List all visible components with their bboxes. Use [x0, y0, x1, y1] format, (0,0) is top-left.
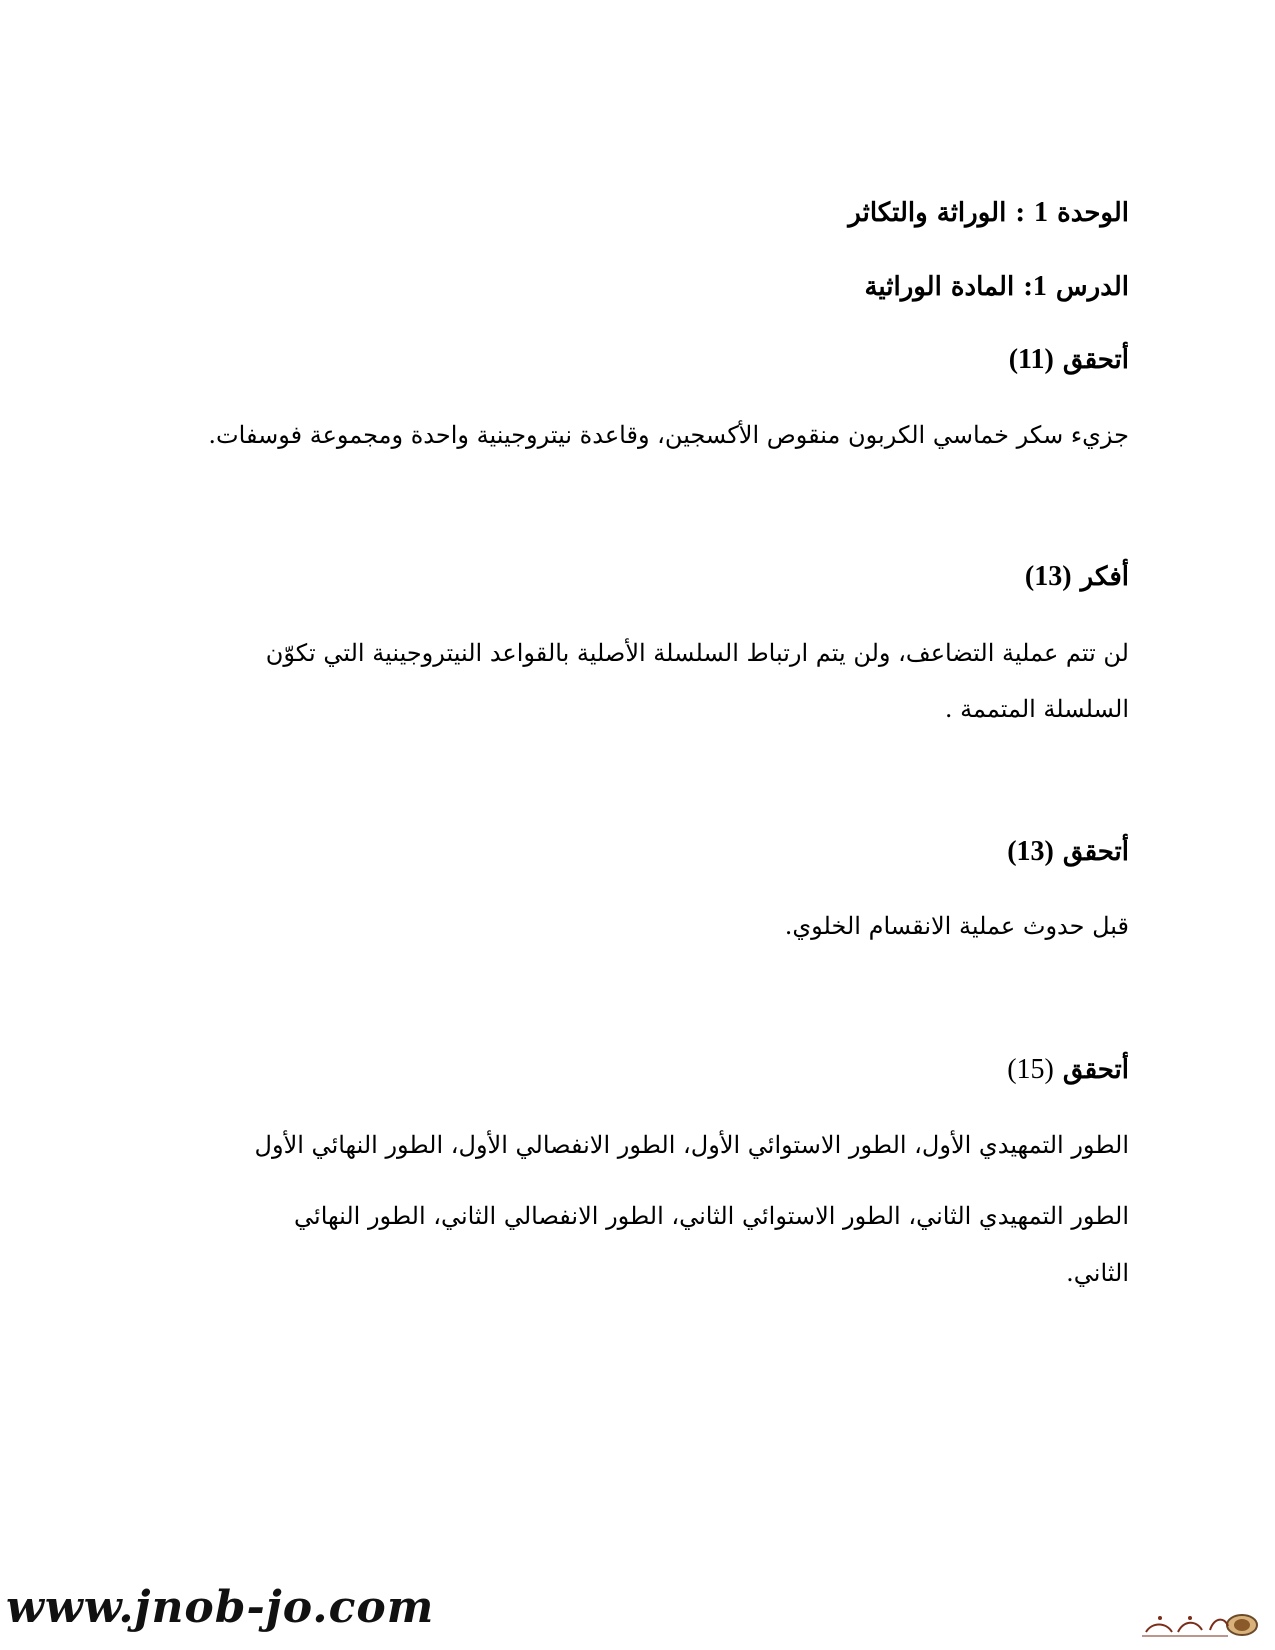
unit-title: : الوراثة والتكاثر — [848, 198, 1025, 228]
footer-website-link[interactable]: www.jnob-jo.com — [6, 1582, 435, 1633]
section-heading-number: (11) — [1008, 344, 1054, 375]
section-heading-number: (15) — [1007, 1054, 1054, 1085]
section-heading — [1009, 343, 1129, 377]
unit-number: 1 — [1034, 197, 1049, 228]
section-answer-line: جزيء سكر خماسي الكربون منقوص الأكسجين، وقاعدة نيتروجينية واحدة ومجموعة فوسفات. — [208, 421, 1129, 449]
saqr-aljanoub-logo-icon — [1138, 1608, 1260, 1640]
unit-label: الوحدة — [1057, 198, 1129, 228]
section-answer-line: قبل حدوث عملية الانقسام الخلوي. — [784, 912, 1129, 940]
section-answer-line: الطور التمهيدي الثاني، الطور الاستوائي الثاني، الطور الانفصالي الثاني، الطور النهائي — [294, 1202, 1129, 1230]
section-answer-line: الطور التمهيدي الأول، الطور الاستوائي الأول، الطور الانفصالي الأول، الطور النهائي الأول — [254, 1131, 1129, 1159]
section-heading-label: أتحقق — [1062, 345, 1129, 375]
section-heading — [1025, 560, 1129, 594]
section-heading-number: (13) — [1024, 561, 1072, 592]
section-answer-line: السلسلة المتممة . — [944, 695, 1129, 723]
section-heading-label: أفكر — [1080, 562, 1129, 592]
section-heading-number: (13) — [1007, 836, 1054, 867]
section-heading-label: أتحقق — [1062, 837, 1129, 867]
section-answer-line: الثاني. — [1066, 1259, 1129, 1287]
lesson-label: الدرس — [1055, 272, 1129, 302]
section-heading — [1007, 1053, 1129, 1087]
section-answer-line: لن تتم عملية التضاعف، ولن يتم ارتباط السلسلة الأصلية بالقواعد النيتروجينية التي تكوّن — [265, 639, 1129, 667]
lesson-number: 1 — [1032, 271, 1047, 302]
section-heading-label: أتحقق — [1062, 1055, 1129, 1085]
section-heading — [1007, 835, 1129, 869]
lesson-heading — [864, 270, 1129, 304]
unit-heading — [848, 196, 1129, 230]
lesson-title: : المادة الوراثية — [864, 272, 1033, 302]
